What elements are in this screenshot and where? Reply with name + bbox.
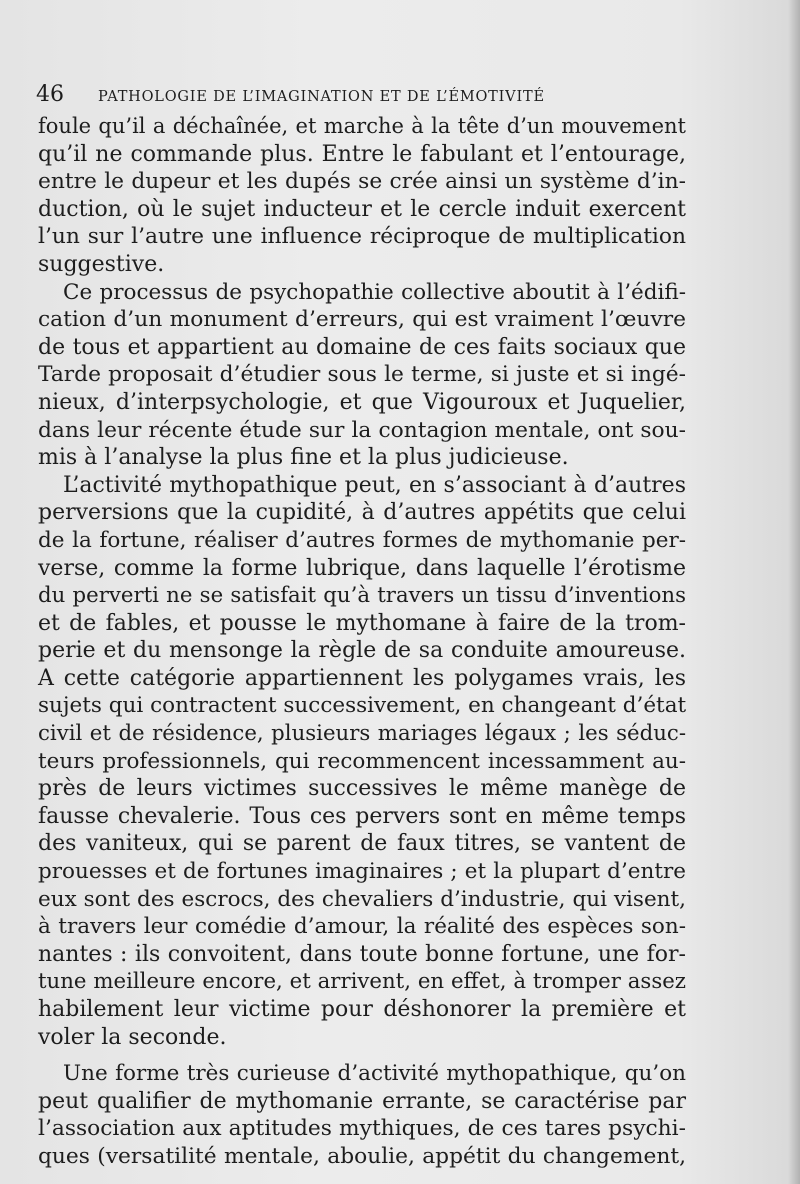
text-line: du perverti ne se satisfait qu’à travers un tissu d’inventions — [38, 583, 686, 609]
text-line: habilement leur victime pour déshonorer la première et — [38, 997, 686, 1022]
text-line: près de leurs victimes successives le même manège de — [38, 776, 686, 802]
text-line: fausse chevalerie. Tous ces pervers sont en même temps — [38, 803, 686, 829]
page-header — [36, 82, 636, 107]
text-line: voler la seconde. — [38, 1024, 227, 1050]
body-text — [38, 113, 686, 1171]
text-line: A cette catégorie appartiennent les polygames vrais, les — [38, 665, 686, 691]
text-line: Tarde proposait d’étudier sous le terme, si juste et si ingé- — [38, 362, 686, 388]
paragraph-3 — [38, 472, 686, 1051]
text-line: verse, comme la forme lubrique, dans laquelle l’érotisme — [38, 555, 686, 581]
text-line: foule qu’il a déchaînée, et marche à la tête d’un mouvement — [38, 114, 686, 138]
text-line: perversions que la cupidité, à d’autres appétits que celui — [38, 500, 686, 526]
text-line: civil et de résidence, plusieurs mariages légaux ; les séduc- — [38, 721, 686, 747]
text-line: sujets qui contractent successivement, en changeant d’état — [38, 693, 687, 719]
text-line: perie et du mensonge la règle de sa conduite amoureuse. — [38, 638, 686, 664]
text-line: qu’il ne commande plus. Entre le fabulant et l’entourage, — [38, 141, 686, 167]
text-line: et de fables, et pousse le mythomane à faire de la trom- — [38, 610, 686, 636]
text-line: L’activité mythopathique peut, en s’associant à d’autres — [63, 472, 686, 498]
text-line: duction, où le sujet inducteur et le cercle induit exercent — [38, 196, 686, 222]
text-line: nantes : ils convoitent, dans toute bonne fortune, une for- — [38, 941, 686, 967]
text-line: de la fortune, réaliser d’autres formes de mythomanie per- — [38, 527, 686, 553]
text-line: suggestive. — [38, 251, 165, 277]
text-line: cation d’un monument d’erreurs, qui est vraiment l’œuvre — [38, 307, 686, 333]
text-line: nieux, d’interpsychologie, et que Vigouroux et Juquelier, — [38, 389, 686, 415]
paragraph-2 — [38, 279, 686, 472]
page-number: 46 — [36, 82, 64, 107]
text-line: l’association aux aptitudes mythiques, de ces tares psychi- — [38, 1116, 686, 1142]
text-line: prouesses et de fortunes imaginaires ; et la plupart d’entre — [38, 859, 686, 885]
text-line: peut qualifier de mythomanie errante, se caractérise par — [38, 1088, 686, 1114]
text-line: mis à l’analyse la plus fine et la plus judicieuse. — [38, 445, 569, 471]
text-line: des vaniteux, qui se parent de faux titres, se vantent de — [38, 831, 686, 857]
text-line: entre le dupeur et les dupés se crée ainsi un système d’in- — [38, 169, 686, 195]
paragraph-4 — [38, 1060, 686, 1170]
text-line: dans leur récente étude sur la contagion mentale, ont sou- — [38, 417, 686, 443]
text-line: de tous et appartient au domaine de ces faits sociaux que — [38, 334, 686, 360]
running-head: PATHOLOGIE DE L’IMAGINATION ET DE L’ÉMOTIVITÉ — [98, 89, 545, 105]
text-line: l’un sur l’autre une influence réciproque de multiplication — [38, 224, 686, 250]
text-line: à travers leur comédie d’amour, la réalité des espèces son- — [38, 914, 686, 940]
text-line: teurs professionnels, qui recommencent incessamment au- — [38, 748, 686, 774]
text-line: Une forme très curieuse d’activité mythopathique, qu’on — [63, 1061, 686, 1087]
paragraph-1 — [38, 113, 686, 279]
text-line: eux sont des escrocs, des chevaliers d’industrie, qui visent, — [38, 886, 686, 912]
page-edge-shadow — [788, 0, 800, 1184]
text-line: ques (versatilité mentale, aboulie, appétit du changement, — [38, 1143, 686, 1169]
text-line: tune meilleure encore, et arrivent, en effet, à tromper assez — [38, 969, 686, 995]
text-line: Ce processus de psychopathie collective aboutit à l’édifi- — [63, 279, 686, 305]
